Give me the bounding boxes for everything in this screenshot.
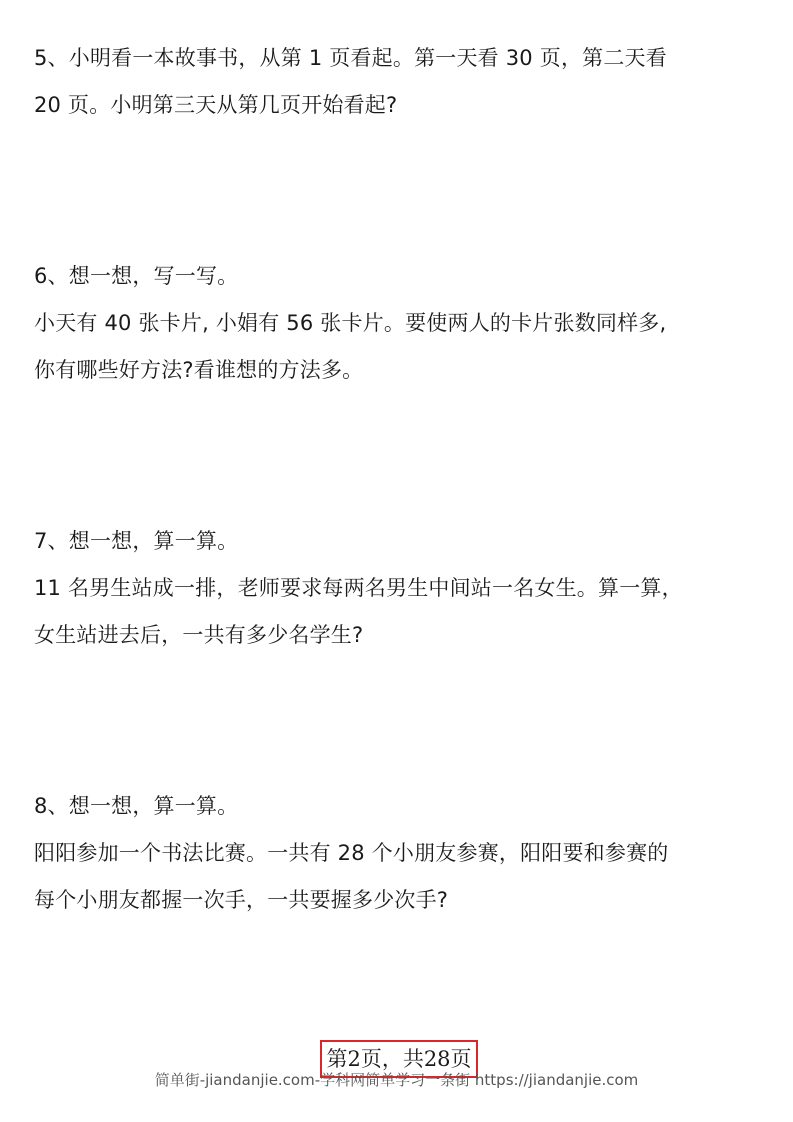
question-7 — [34, 528, 764, 669]
question-8-line-1: 阳阳参加一个书法比赛。一共有 28 个小朋友参赛，阳阳要和参赛的 — [34, 841, 669, 865]
question-8 — [34, 793, 764, 934]
question-6-heading: 6、想一想，写一写。 — [34, 264, 239, 288]
page-number: 第2页，共28页 — [320, 1040, 478, 1078]
question-8-heading: 8、想一想，算一算。 — [34, 794, 239, 818]
question-5-line-1: 5、小明看一本故事书，从第 1 页看起。第一天看 30 页，第二天看 — [34, 46, 667, 70]
question-7-heading: 7、想一想，算一算。 — [34, 529, 239, 553]
question-5-line-2: 20 页。小明第三天从第几页开始看起? — [34, 93, 398, 117]
question-5 — [34, 45, 764, 139]
question-6 — [34, 263, 764, 404]
question-6-line-1: 小天有 40 张卡片, 小娟有 56 张卡片。要使两人的卡片张数同样多, — [34, 311, 667, 335]
watermark-text: 简单街-jiandanjie.com-学科网简单学习一条街 https://jiandanjie.com — [154, 1071, 639, 1089]
question-7-line-1: 11 名男生站成一排，老师要求每两名男生中间站一名女生。算一算， — [34, 576, 683, 600]
question-8-line-2: 每个小朋友都握一次手，一共要握多少次手? — [34, 888, 449, 912]
question-7-line-2: 女生站进去后，一共有多少名学生? — [34, 623, 364, 647]
question-6-line-2: 你有哪些好方法?看谁想的方法多。 — [34, 358, 364, 382]
